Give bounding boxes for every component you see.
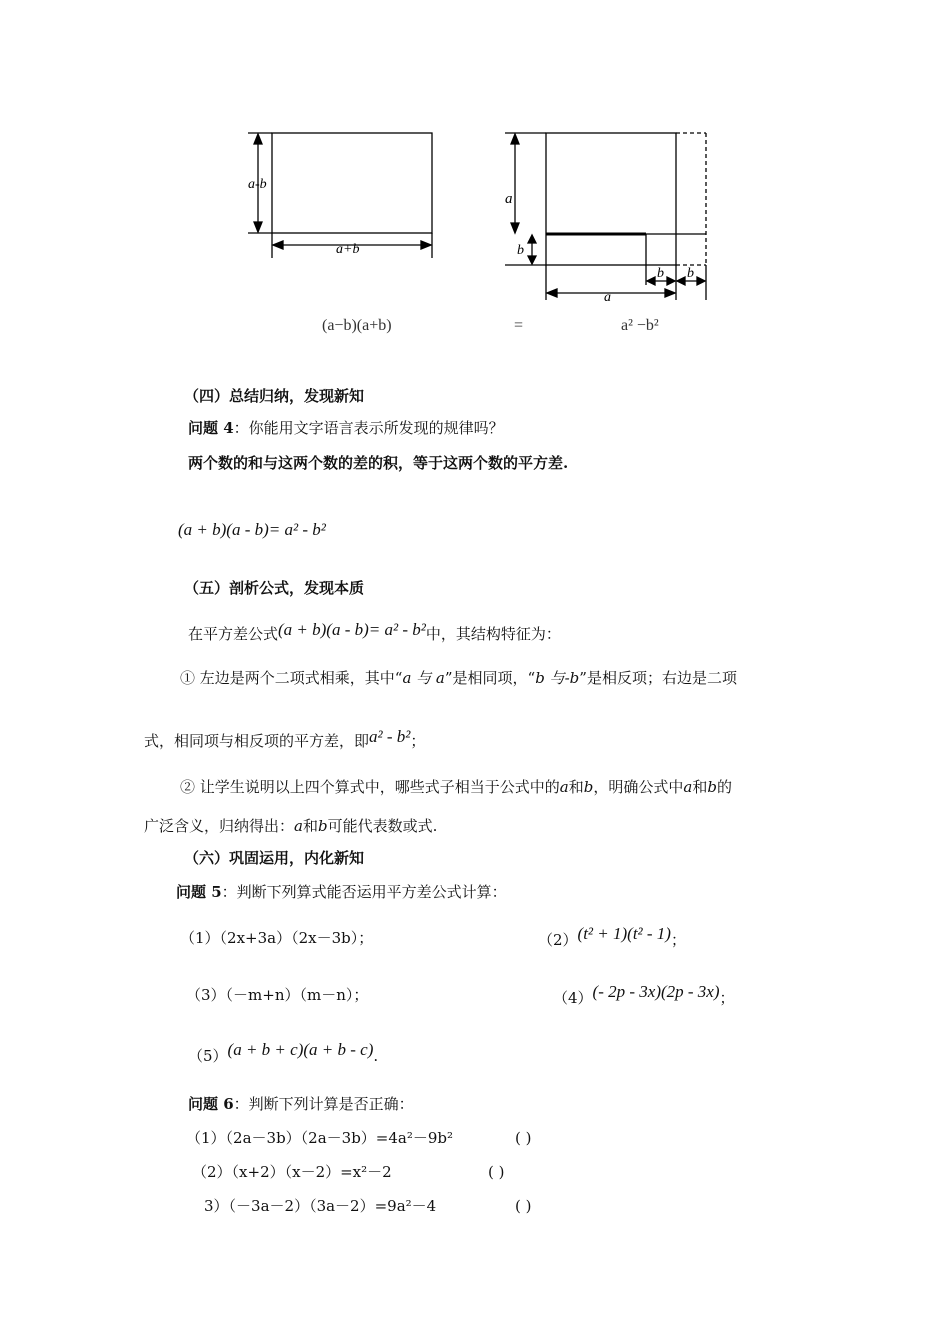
- formula-display: (a + b)(a - b)= a² - b²: [178, 520, 326, 539]
- left-width-label: a+b: [336, 242, 360, 257]
- section6-heading: （六）巩固运用，内化新知: [184, 849, 365, 867]
- structure-intro: 在平方差公式(a + b)(a - b)= a² - b²中，其结构特征为：: [188, 620, 561, 643]
- right-bottom-a-label: a: [604, 290, 611, 305]
- figure-equation-equals: =: [514, 317, 524, 334]
- figure-equation-right: a² −b²: [621, 317, 659, 334]
- left-height-label: a-b: [248, 177, 267, 192]
- intro-formula: (a + b)(a - b)= a² - b²: [278, 620, 426, 639]
- right-height-a-label: a: [505, 191, 513, 207]
- section5-heading: （五）剖析公式，发现本质: [184, 579, 365, 597]
- q5-item-2: （2）(t² + 1)(t² - 1)；: [538, 924, 686, 949]
- section4-heading: （四）总结归纳，发现新知: [184, 387, 365, 405]
- left-rectangle-diagram: [248, 133, 432, 258]
- question4-text: ：你能用文字语言表示所发现的规律吗？: [233, 419, 504, 437]
- q6-answer-blank-2[interactable]: ( ): [488, 1163, 505, 1181]
- rule-statement: 两个数的和与这两个数的差的积，等于这两个数的平方差.: [188, 454, 569, 472]
- point1-formula: a² - b²: [369, 727, 411, 746]
- point2-line1: ② 让学生说明以上四个算式中，哪些式子相当于公式中的a和b，明确公式中a和b的: [180, 778, 732, 796]
- q5-item-5: （5）(a + b + c)(a + b - c).: [188, 1040, 379, 1065]
- right-height-b-label: b: [517, 243, 524, 258]
- point1-line2: 式，相同项与相反项的平方差，即a² - b²；: [144, 727, 426, 750]
- area-model-figure: [0, 0, 950, 350]
- q5-item-1: （1）（2x+3a）（2x－3b）；: [180, 929, 374, 947]
- question4: [188, 418, 504, 438]
- q6-answer-blank-3[interactable]: ( ): [515, 1197, 532, 1215]
- figure-equation-left: (a−b)(a+b): [322, 317, 392, 334]
- q6-check-3: 3）（－3a－2）（3a－2）=9a²－4: [204, 1197, 437, 1215]
- point2-line2: 广泛含义，归纳得出：a和b可能代表数或式.: [144, 817, 438, 835]
- right-bottom-b2-label: b: [687, 266, 694, 281]
- question5-text: ：判断下列算式能否运用平方差公式计算：: [221, 883, 507, 901]
- q5-item-3: （3）（－m+n）（m－n）；: [186, 986, 369, 1004]
- question6: [188, 1094, 414, 1114]
- question5: [176, 882, 507, 902]
- q6-check-2: （2）（x+2）（x－2）=x²－2: [192, 1163, 392, 1181]
- q6-answer-blank-1[interactable]: ( ): [515, 1129, 532, 1147]
- right-rectangle-diagram: [505, 133, 706, 300]
- right-bottom-b1-label: b: [657, 266, 664, 281]
- question5-label: 问题 5: [176, 883, 222, 901]
- q5-item-4: （4）(- 2p - 3x)(2p - 3x)；: [553, 982, 735, 1007]
- question4-label: 问题 4: [188, 419, 234, 437]
- question6-label: 问题 6: [188, 1095, 234, 1113]
- q6-check-1: （1）（2a－3b）（2a－3b）=4a²－9b²: [186, 1129, 454, 1147]
- question6-text: ：判断下列计算是否正确：: [233, 1095, 414, 1113]
- point1-line1: ① 左边是两个二项式相乘，其中“a 与 a”是相同项，“b 与-b”是相反项；右边是二项: [180, 669, 737, 687]
